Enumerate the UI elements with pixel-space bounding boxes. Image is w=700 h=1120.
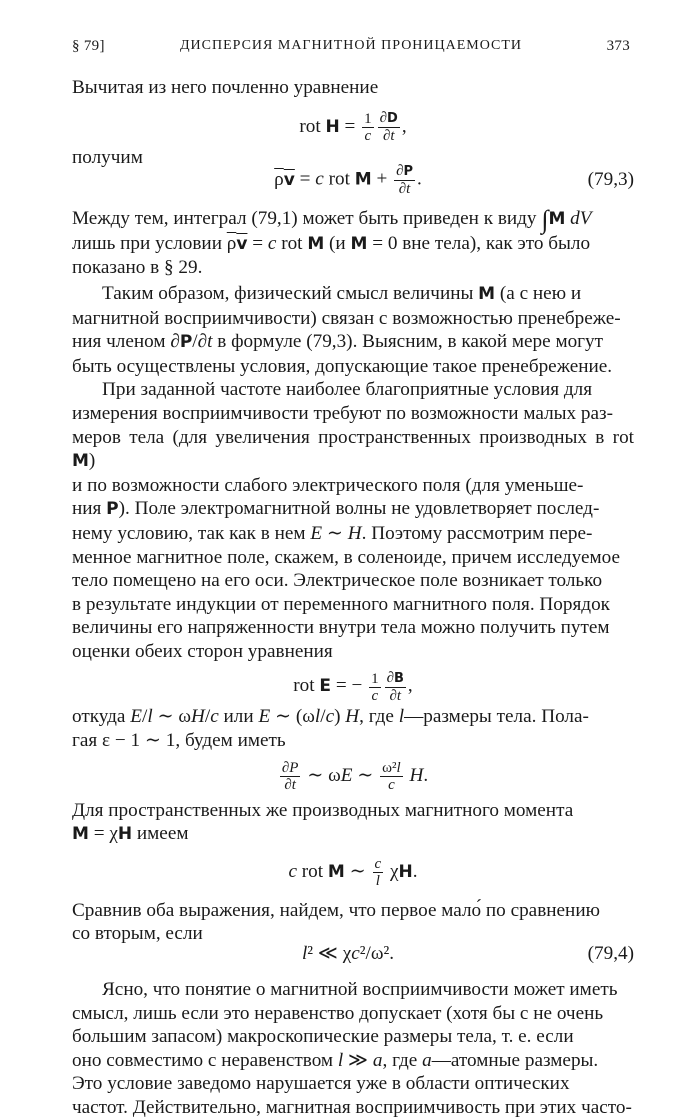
paragraph: получим — [72, 146, 143, 168]
paragraph: Для пространственных же производных магнитного момента M = χH имеем — [72, 799, 574, 845]
paragraph: Ясно, что понятие о магнитной восприимчивости может иметь смысл, лишь если это неравенство допускает (хотя бы с не очень большим запасом) макроскопические размеры тела, т. е. если оно совместимо с неравенством l ≫ a, где a—атомные размеры. Это условие заведомо нарушается уже в области оптических частот. Действительно, магнитная восприимчивость при этих часто- — [72, 979, 632, 1118]
paragraph: Таким образом, физический смысл величины M (а с нею и магнитной восприимчивости) связан с возможностью пренебреже- ния членом ∂P/∂t в формуле (79,3). Выясним, в какой мере могут быть осуществлены условия, допускающие такое пренебрежение. — [72, 282, 621, 377]
section-reference: § 79] — [72, 38, 105, 54]
equation-rot-e: rot E = − $\frac{1}{c}$ $\frac{\partial B}{\partial t}$ , — [293, 670, 413, 705]
paragraph: откуда E/l ∼ ωH/c или E ∼ (ωl/c) H, где l—размеры тела. Пола- гая ε − 1 ∼ 1, будем иметь — [72, 706, 589, 752]
equation-dp-dt: $\frac{\partial P}{\partial t}$ ∼ ωE ∼ $\frac{\text{ω²l}}{c}$ H. — [281, 759, 429, 793]
paragraph: Вычитая из него почленно уравнение — [72, 77, 379, 98]
running-title: ДИСПЕРСИЯ МАГНИТНОЙ ПРОНИЦАЕМОСТИ — [179, 38, 523, 53]
equation-rot-h: rot H = $\frac{1}{c}$ $\frac{\partial D}{\partial t}$ , — [299, 110, 407, 145]
equation-number: (79,4) — [587, 943, 634, 965]
paragraph: Между тем, интеграл (79,1) может быть приведен к виду ∫M dV лишь при условии ρv = c rot M (и M = 0 вне тела), как это было показано в § 29. — [72, 205, 592, 279]
equation-number: (79,3) — [587, 169, 634, 191]
page-body — [72, 76, 634, 1120]
equation-79-4: l² ≪ χc²/ω². (79,4) — [301, 943, 634, 965]
equation-c-rot-m: c rot M ∼ $\frac{c}{l}$ χH. — [288, 855, 418, 889]
paragraph: Сравнив оба выражения, найдем, что первое мало́ по сравнению со вторым, если — [72, 899, 600, 945]
equation-79-3: ρv = c rot M + $\frac{\partial P}{\partial t}$ . (79,3) — [274, 163, 634, 198]
page-number: 373 — [606, 38, 630, 54]
paragraph: При заданной частоте наиболее благоприятные условия для измерения восприимчивости требуют по возможности малых раз- меров тела (для увеличения пространственных производных в rot M) и по возможности слабого электрического поля (для уменьше- ния P). Поле электромагнитной волны не удовлетворяет послед- нему условию, так как в нем E ∼ H. Поэтому рассмотрим пере- менное магнитное поле, скажем, в соленоиде, причем исследуемое тело помещено на его оси. Электрическое поле возникает только в результате индукции от переменного магнитного поля. Порядок величины его напряженности внутри тела можно получить путем оценки обеих сторон уравнения — [72, 379, 634, 662]
